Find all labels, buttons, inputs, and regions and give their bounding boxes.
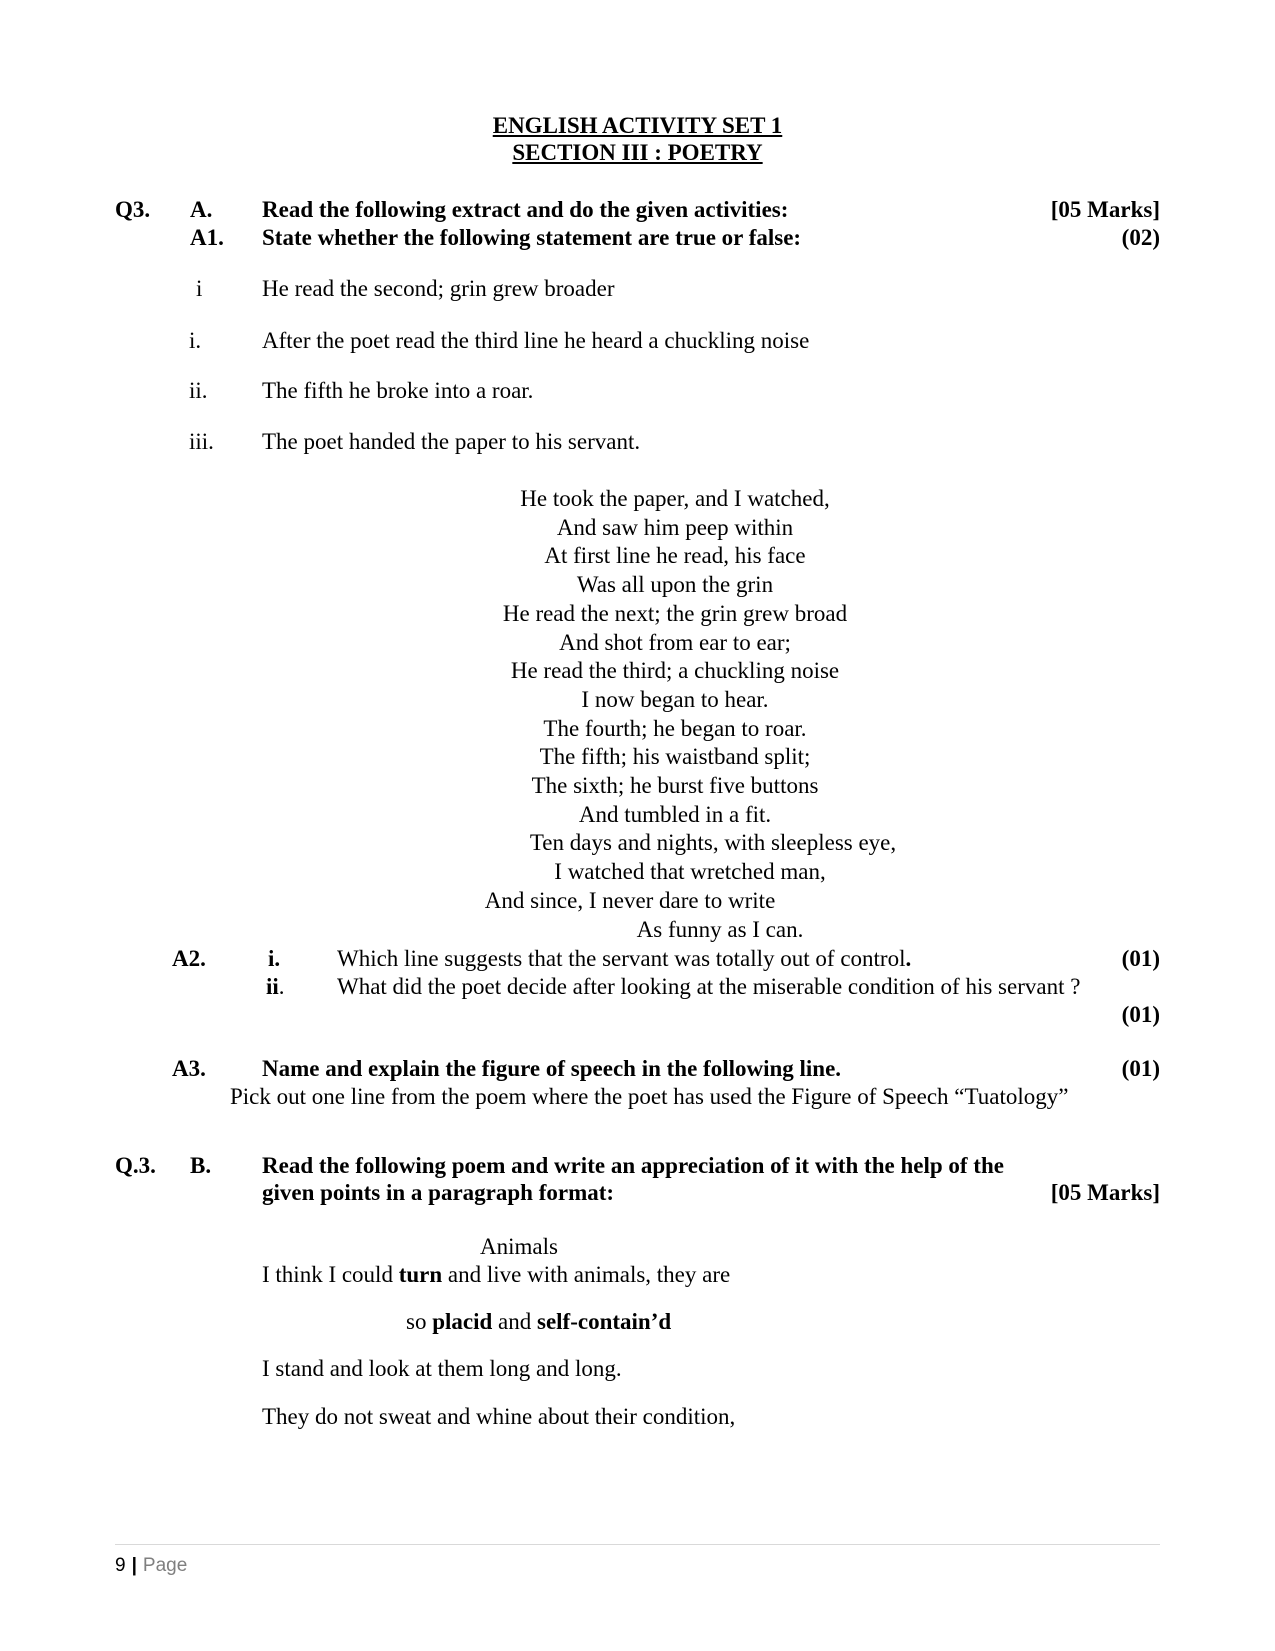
a1-item-text: He read the second; grin grew broader (262, 276, 615, 301)
question-letter: A. (190, 197, 213, 222)
a1-label: A1. (190, 225, 224, 250)
a2-i-marks: (01) (1121, 946, 1160, 971)
poem-line: I watched that wretched man, (554, 859, 826, 885)
a1-item-text: The poet handed the paper to his servant. (262, 429, 641, 454)
page-label: Page (142, 1555, 188, 1576)
poem-line: The fifth; his waistband split; (539, 744, 811, 770)
poem-line: The fourth; he began to roar. (543, 715, 807, 741)
a2-label: A2. (172, 946, 206, 971)
poem-line: And tumbled in a fit. (578, 801, 772, 827)
poem-line: And since, I never dare to write (484, 887, 776, 913)
a2-ii-number: ii. (266, 974, 285, 999)
footer-divider (115, 1544, 1160, 1545)
poem-line: He read the next; the grin grew broad (502, 600, 848, 626)
poem-line: so placid and self-contain’d (406, 1309, 672, 1334)
poem-line: As funny as I can. (636, 916, 804, 942)
a1-marks: (02) (1121, 225, 1160, 250)
footer-separator: | (131, 1555, 137, 1576)
a3-marks: (01) (1121, 1056, 1160, 1081)
poem-line: They do not sweat and whine about their condition, (262, 1404, 736, 1429)
poem-line: At first line he read, his face (544, 543, 806, 569)
question-instruction: Read the following extract and do the given activities: (262, 197, 789, 222)
poem-line: The sixth; he burst five buttons (531, 773, 819, 799)
poem-line: And shot from ear to ear; (559, 629, 791, 655)
page-number: 9 (115, 1555, 126, 1576)
a1-instruction: State whether the following statement are true or false: (262, 225, 802, 250)
poem-line: I think I could turn and live with animals, they are (262, 1262, 731, 1287)
activity-set-title: ENGLISH ACTIVITY SET 1 (492, 113, 783, 138)
a1-item-text: The fifth he broke into a roar. (262, 378, 534, 403)
poem-line: He read the third; a chuckling noise (510, 658, 840, 684)
poem-line: I stand and look at them long and long. (262, 1356, 622, 1381)
section-title: SECTION III : POETRY (512, 140, 763, 165)
page-footer (115, 1555, 187, 1577)
question-marks: [05 Marks] (1050, 197, 1160, 222)
poem-title: Animals (480, 1234, 558, 1259)
a3-label: A3. (172, 1056, 206, 1081)
a2-ii-question: What did the poet decide after looking at the miserable condition of his servant ? (337, 974, 1081, 999)
a1-item-number: ii. (189, 378, 208, 403)
a2-i-question: Which line suggests that the servant was totally out of control. (337, 946, 912, 971)
a1-item-text: After the poet read the third line he heard a chuckling noise (262, 328, 810, 353)
poem-line: Was all upon the grin (576, 572, 774, 598)
poem-line: Ten days and nights, with sleepless eye, (529, 830, 897, 856)
question-instruction: Read the following poem and write an appreciation of it with the help of the (262, 1153, 1004, 1178)
poem-line: And saw him peep within (556, 514, 794, 540)
poem-line: I now began to hear. (581, 686, 769, 712)
question-instruction: given points in a paragraph format: (262, 1180, 615, 1205)
a1-item-number: iii. (189, 429, 214, 454)
question-letter: B. (190, 1153, 212, 1178)
a1-item-number: i. (189, 328, 202, 353)
question-number: Q3. (115, 197, 151, 222)
a3-instruction: Name and explain the figure of speech in the following line. (262, 1056, 842, 1081)
poem-line: He took the paper, and I watched, (520, 486, 830, 511)
a3-question: Pick out one line from the poem where the poet has used the Figure of Speech “Tuatology” (230, 1084, 1069, 1109)
a1-item-number: i (196, 276, 203, 301)
question-marks: [05 Marks] (1050, 1180, 1160, 1205)
poem-extract (0, 485, 1275, 944)
a2-ii-marks: (01) (1121, 1002, 1160, 1027)
question-number: Q.3. (115, 1153, 156, 1178)
a2-i-number: i. (268, 946, 281, 971)
